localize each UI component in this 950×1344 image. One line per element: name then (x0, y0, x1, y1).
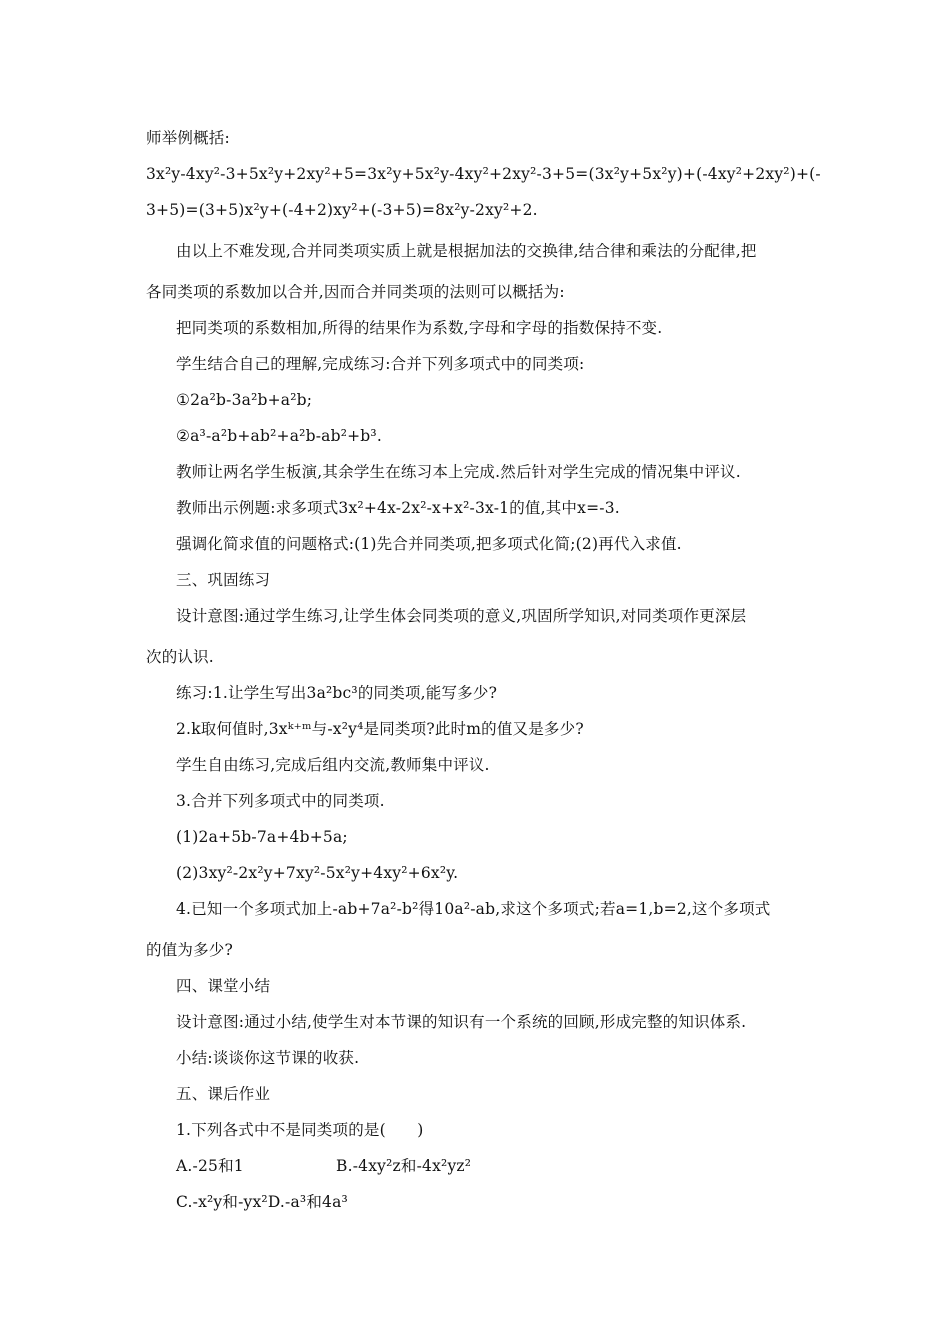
section-heading: 四、课堂小结 (176, 977, 271, 995)
rule-statement: 把同类项的系数相加,所得的结果作为系数,字母和字母的指数保持不变. (176, 319, 663, 337)
exercise-item: (1)2a+5b-7a+4b+5a; (176, 828, 348, 846)
exercise-item: (2)3xy²-2x²y+7xy²-5x²y+4xy²+6x²y. (176, 864, 459, 882)
answer-option-b: B.-4xy²z和-4x²yz² (336, 1157, 472, 1175)
paragraph-line: 小结:谈谈你这节课的收获. (176, 1049, 360, 1067)
paragraph-line: 教师出示例题:求多项式3x²+4x-2x²-x+x²-3x-1的值,其中x=-3. (176, 499, 620, 517)
answer-option-a: A.-25和1 (176, 1157, 244, 1175)
exercise-item: 2.k取何值时,3xᵏ⁺ᵐ与-x²y⁴是同类项?此时m的值又是多少? (176, 720, 584, 738)
paragraph-line: 学生自由练习,完成后组内交流,教师集中评议. (176, 756, 490, 774)
section-heading: 三、巩固练习 (176, 571, 271, 589)
section-heading: 五、课后作业 (176, 1085, 271, 1103)
paragraph-line: 各同类项的系数加以合并,因而合并同类项的法则可以概括为: (146, 283, 565, 301)
paragraph-line: 强调化简求值的问题格式:(1)先合并同类项,把多项式化简;(2)再代入求值. (176, 535, 682, 553)
paragraph-line: 设计意图:通过学生练习,让学生体会同类项的意义,巩固所学知识,对同类项作更深层 (176, 607, 747, 625)
exercise-item: 4.已知一个多项式加上-ab+7a²-b²得10a²-ab,求这个多项式;若a=1,b=2,这个多项式 (176, 900, 771, 918)
paragraph-line: 学生结合自己的理解,完成练习:合并下列多项式中的同类项: (176, 355, 585, 373)
answer-options-cd: C.-x²y和-yx²D.-a³和4a³ (176, 1193, 348, 1211)
paragraph-line: 由以上不难发现,合并同类项实质上就是根据加法的交换律,结合律和乘法的分配律,把 (176, 242, 757, 260)
formula-line: 3x²y-4xy²-3+5x²y+2xy²+5=3x²y+5x²y-4xy²+2xy²-3+5=(3x²y+5x²y)+(-4xy²+2xy²)+(- (146, 165, 821, 183)
exercise-item: 练习:1.让学生写出3a²bc³的同类项,能写多少? (176, 684, 498, 702)
paragraph-line: 教师让两名学生板演,其余学生在练习本上完成.然后针对学生完成的情况集中评议. (176, 463, 741, 481)
exercise-item: ①2a²b-3a²b+a²b; (176, 391, 313, 409)
paragraph-line: 次的认识. (146, 648, 214, 666)
exercise-item: ②a³-a²b+ab²+a²b-ab²+b³. (176, 427, 382, 445)
exercise-item: 3.合并下列多项式中的同类项. (176, 792, 385, 810)
text-line: 师举例概括: (146, 129, 230, 147)
paragraph-line: 设计意图:通过小结,使学生对本节课的知识有一个系统的回顾,形成完整的知识体系. (176, 1013, 747, 1031)
exercise-item: 的值为多少? (146, 941, 234, 959)
formula-line: 3+5)=(3+5)x²y+(-4+2)xy²+(-3+5)=8x²y-2xy²+2. (146, 201, 538, 219)
question-stem: 1.下列各式中不是同类项的是( ) (176, 1121, 424, 1139)
